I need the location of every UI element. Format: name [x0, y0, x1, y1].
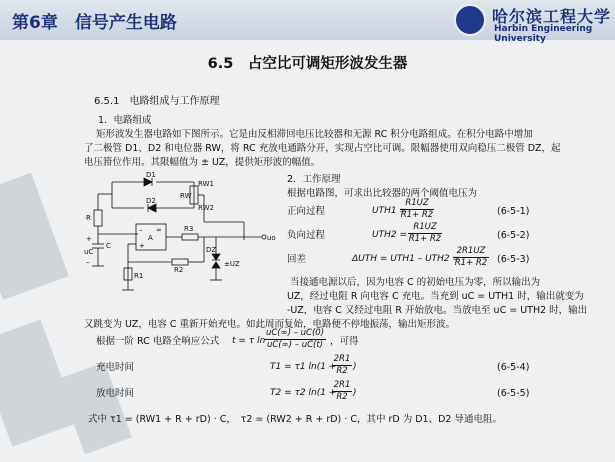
- eq2-label: 负向过程: [287, 230, 326, 241]
- paragraph-line: 根据电路图，可求出比较器的两个阈值电压为: [287, 188, 478, 199]
- uo-label: uo: [267, 234, 276, 242]
- r1-label: R1: [134, 272, 144, 280]
- footer-definition-line: 式中 τ1 = (RW1 + R + rD) · C， τ2 = (RW2 + R + rD) · C，其中 rD 为 D1、D2 导通电阻。: [88, 414, 502, 425]
- uc-label: uC: [84, 248, 94, 256]
- eq5-numerator: 2R1: [333, 380, 351, 390]
- subheading-working-principle: 2．工作原理: [287, 174, 341, 185]
- chapter-title: 第6章 信号产生电路: [12, 13, 177, 33]
- opamp-minus-label: –: [139, 226, 143, 234]
- eq2-fraction: [408, 222, 442, 244]
- university-logo-en: Harbin Engineering University: [494, 24, 593, 44]
- eq1-fraction: [400, 198, 434, 220]
- paragraph-line: 了二极管 D1、D2 和电位器 RW，将 RC 充放电通路分开，实现占空比可调。限幅器使用双向稳压二极管 DZ，起: [84, 143, 561, 154]
- slide-title: 6.5 占空比可调矩形波发生器: [207, 56, 408, 72]
- slide-header: [0, 0, 615, 44]
- eq2-denominator: R1+ R2: [408, 234, 442, 244]
- eq3-fraction: [453, 246, 489, 268]
- opamp-plus-label: +: [139, 242, 145, 250]
- eq3-denominator: R1+ R2: [454, 258, 488, 268]
- para3-prefix: 根据一阶 RC 电路全响应公式: [96, 336, 220, 347]
- eq4-denominator: R2: [332, 365, 352, 376]
- rw-label: RW: [180, 192, 192, 200]
- d1-label: D1: [146, 171, 156, 179]
- c-label: C: [106, 242, 111, 250]
- eq5-number: (6-5-5): [497, 388, 530, 399]
- eq3-number: (6-5-3): [497, 254, 530, 265]
- para3-formula-lhs: t = τ ln: [232, 336, 266, 346]
- r3-label: R3: [184, 225, 194, 233]
- eq5-denominator: R2: [332, 391, 352, 402]
- eq4-numerator: 2R1: [333, 354, 351, 364]
- eq1-label: 正向过程: [287, 206, 326, 217]
- uc-minus-label: –: [86, 258, 90, 266]
- eq1-denominator: R1+ R2: [400, 210, 434, 220]
- paragraph-line: 矩形波发生器电路如下图所示。它是由反相滞回电压比较器和无源 RC 积分电路组成。在积分电路中增加: [96, 129, 533, 140]
- eq5-label: 放电时间: [96, 388, 135, 399]
- eq2-numerator: R1UZ: [413, 222, 437, 232]
- eq4-lhs: T1 = τ1 ln(1 +: [270, 362, 337, 372]
- eq2-lhs: UTH2 = –: [372, 230, 415, 240]
- eq4-label: 充电时间: [96, 362, 135, 373]
- eq1-numerator: R1UZ: [405, 198, 429, 208]
- paragraph-line: 当接通电源以后，因为电容 C 的初始电压为零，所以输出为: [290, 277, 541, 288]
- eq3-numerator: 2R1UZ: [456, 246, 486, 256]
- eq5-fraction: [332, 380, 352, 402]
- paragraph-line: -UZ，电容 C 又经过电阻 R 开始放电。当放电至 uC = UTH2 时，输出: [287, 305, 588, 316]
- uc-plus-label: +: [86, 235, 92, 243]
- circuit-diagram: [84, 172, 274, 300]
- university-seal-icon: [454, 4, 486, 36]
- para3-formula-denominator: uC(∞) – uC(t): [264, 339, 326, 350]
- uz-label: ±UZ: [224, 260, 240, 268]
- rw1-label: RW1: [198, 180, 214, 188]
- r-label: R: [86, 214, 91, 222]
- eq4-number: (6-5-4): [497, 362, 530, 373]
- eq1-lhs: UTH1 =: [372, 206, 407, 216]
- opamp-inf-label: ∞: [156, 226, 162, 234]
- rw2-label: RW2: [198, 204, 214, 212]
- university-logo-cn: 哈尔滨工程大学: [492, 7, 612, 26]
- paragraph-line: 电压箝位作用。其限幅值为 ± UZ，提供矩形波的幅值。: [84, 157, 321, 168]
- d2-label: D2: [146, 197, 156, 205]
- eq3-label: 回差: [287, 254, 307, 265]
- eq3-lhs: ΔUTH = UTH1 – UTH2 =: [352, 254, 461, 264]
- para3-formula-numerator: uC(∞) – uC(0): [265, 328, 325, 338]
- para3-formula-fraction: [264, 328, 326, 350]
- opamp-a-label: A: [148, 234, 153, 242]
- section-heading: 6.5.1 电路组成与工作原理: [94, 96, 220, 107]
- para3-suffix: ，可得: [330, 336, 359, 347]
- eq2-number: (6-5-2): [497, 230, 530, 241]
- paragraph-line: UZ，经过电阻 R 向电容 C 充电。当充到 uC = UTH1 时，输出就变为: [287, 291, 584, 302]
- r2-label: R2: [174, 266, 184, 274]
- eq1-number: (6-5-1): [497, 206, 530, 217]
- eq5-lhs: T2 = τ2 ln(1 +: [270, 388, 337, 398]
- eq4-fraction: [332, 354, 352, 376]
- eq4-tail: ): [353, 362, 357, 372]
- subheading-circuit-composition: 1．电路组成: [98, 115, 152, 126]
- paragraph-line: 又跳变为 UZ，电容 C 重新开始充电。如此周而复始，电路便不停地振荡，输出矩形波。: [84, 319, 455, 330]
- dz-label: DZ: [206, 246, 217, 254]
- eq5-tail: ): [353, 388, 357, 398]
